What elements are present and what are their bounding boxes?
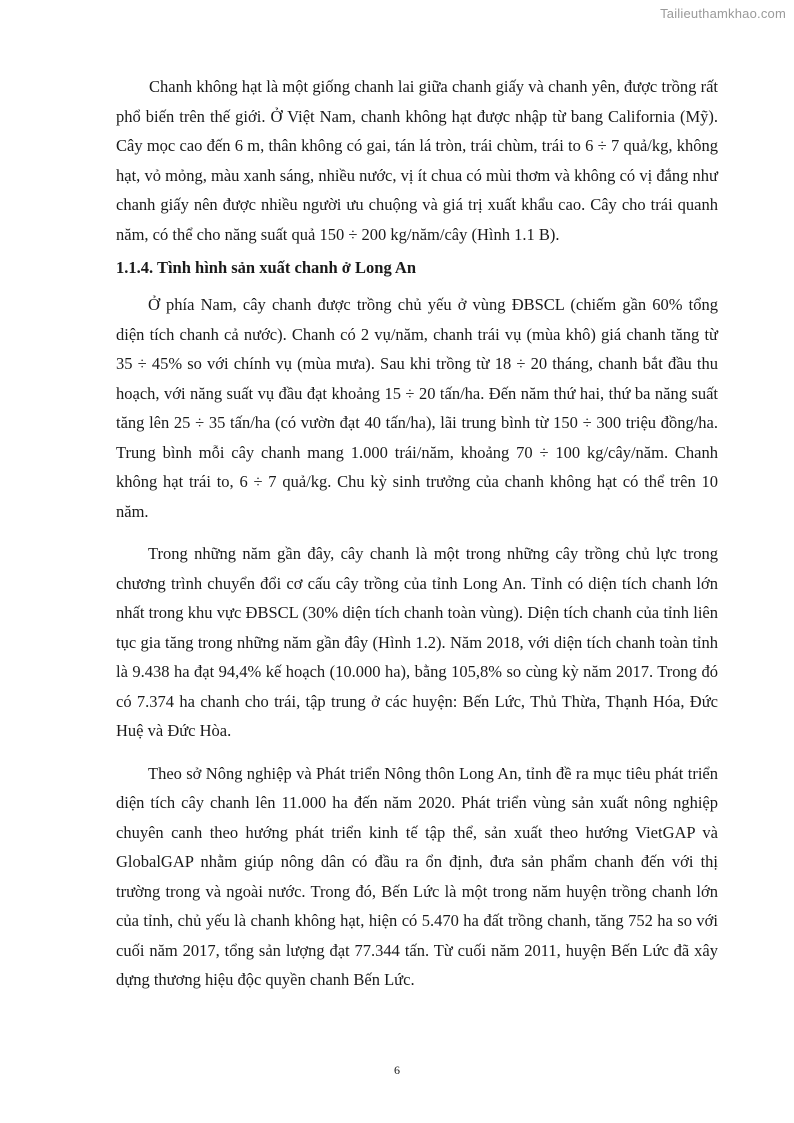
section-heading: 1.1.4. Tình hình sản xuất chanh ở Long An [116,258,417,277]
paragraph-southern-production: Ở phía Nam, cây chanh được trồng chủ yếu ở vùng ĐBSCL (chiếm gần 60% tổng diện tích chanh cả nước). Chanh có 2 vụ/năm, chanh trái vụ (mùa khô) giá chanh tăng từ 35 ÷ 45% so với chính vụ (mùa mưa). Sau khi trồng từ 18 ÷ 20 tháng, chanh bắt đầu thu hoạch, với năng suất vụ đầu đạt khoảng 15 ÷ 20 tấn/ha. Đến năm thứ hai, thứ ba năng suất tăng lên 25 ÷ 35 tấn/ha (có vườn đạt 40 tấn/ha), lãi trung bình từ 150 ÷ 300 triệu đồng/ha. Trung bình mỗi cây chanh mang 1.000 trái/năm, khoảng 70 ÷ 100 kg/cây/năm. Chanh không hạt trái to, 6 ÷ 7 quả/kg. Chu kỳ sinh trưởng của chanh không hạt có thể trên 10 năm. [116,295,718,521]
page-number: 6 [394,1063,400,1077]
paragraph-seedless-lime: Chanh không hạt là một giống chanh lai giữa chanh giấy và chanh yên, được trồng rất phổ biến trên thế giới. Ở Việt Nam, chanh không hạt được nhập từ bang California (Mỹ). Cây mọc cao đến 6 m, thân không có gai, tán lá tròn, trái chùm, trái to 6 ÷ 7 quả/kg, không hạt, vỏ mỏng, màu xanh sáng, nhiều nước, vị ít chua có mùi thơm và không có vị đắng như chanh giấy nên được nhiều người ưu chuộng và giá trị xuất khẩu cao. Cây cho trái quanh năm, có thể cho năng suất quả 150 ÷ 200 kg/năm/cây (Hình 1.1 B). [116,77,718,244]
paragraph-spacer [116,746,718,759]
paragraph-long-an-area: Trong những năm gần đây, cây chanh là một trong những cây trồng chủ lực trong chương trình chuyển đổi cơ cấu cây trồng của tỉnh Long An. Tỉnh có diện tích chanh lớn nhất trong khu vực ĐBSCL (30% diện tích chanh toàn vùng). Diện tích chanh của tỉnh liên tục gia tăng trong những năm gần đây (Hình 1.2). Năm 2018, với diện tích chanh toàn tỉnh là 9.438 ha đạt 94,4% kế hoạch (10.000 ha), bằng 105,8% so cùng kỳ năm 2017. Trong đó có 7.374 ha chanh cho trái, tập trung ở các huyện: Bến Lức, Thủ Thừa, Thạnh Hóa, Đức Huệ và Đức Hòa. [116,544,718,740]
paragraph-development-goals: Theo sở Nông nghiệp và Phát triển Nông thôn Long An, tỉnh đề ra mục tiêu phát triển diện tích cây chanh lên 11.000 ha đến năm 2020. Phát triển vùng sản xuất nông nghiệp chuyên canh theo hướng phát triển kinh tế tập thể, sản xuất theo hướng VietGAP và GlobalGAP nhằm giúp nông dân có đầu ra ổn định, đưa sản phẩm chanh đến với thị trường trong và ngoài nước. Trong đó, Bến Lức là một trong năm huyện trồng chanh lớn của tỉnh, chủ yếu là chanh không hạt, hiện có 5.470 ha đất trồng chanh, tăng 752 ha so với cuối năm 2017, tổng sản lượng đạt 77.344 tấn. Từ cuối năm 2011, huyện Bến Lức đã xây dựng thương hiệu độc quyền chanh Bến Lức. [116,763,718,989]
paragraph-spacer [116,526,718,539]
document-body [116,72,718,995]
watermark-text: Tailieuthamkhao.com [660,6,786,21]
